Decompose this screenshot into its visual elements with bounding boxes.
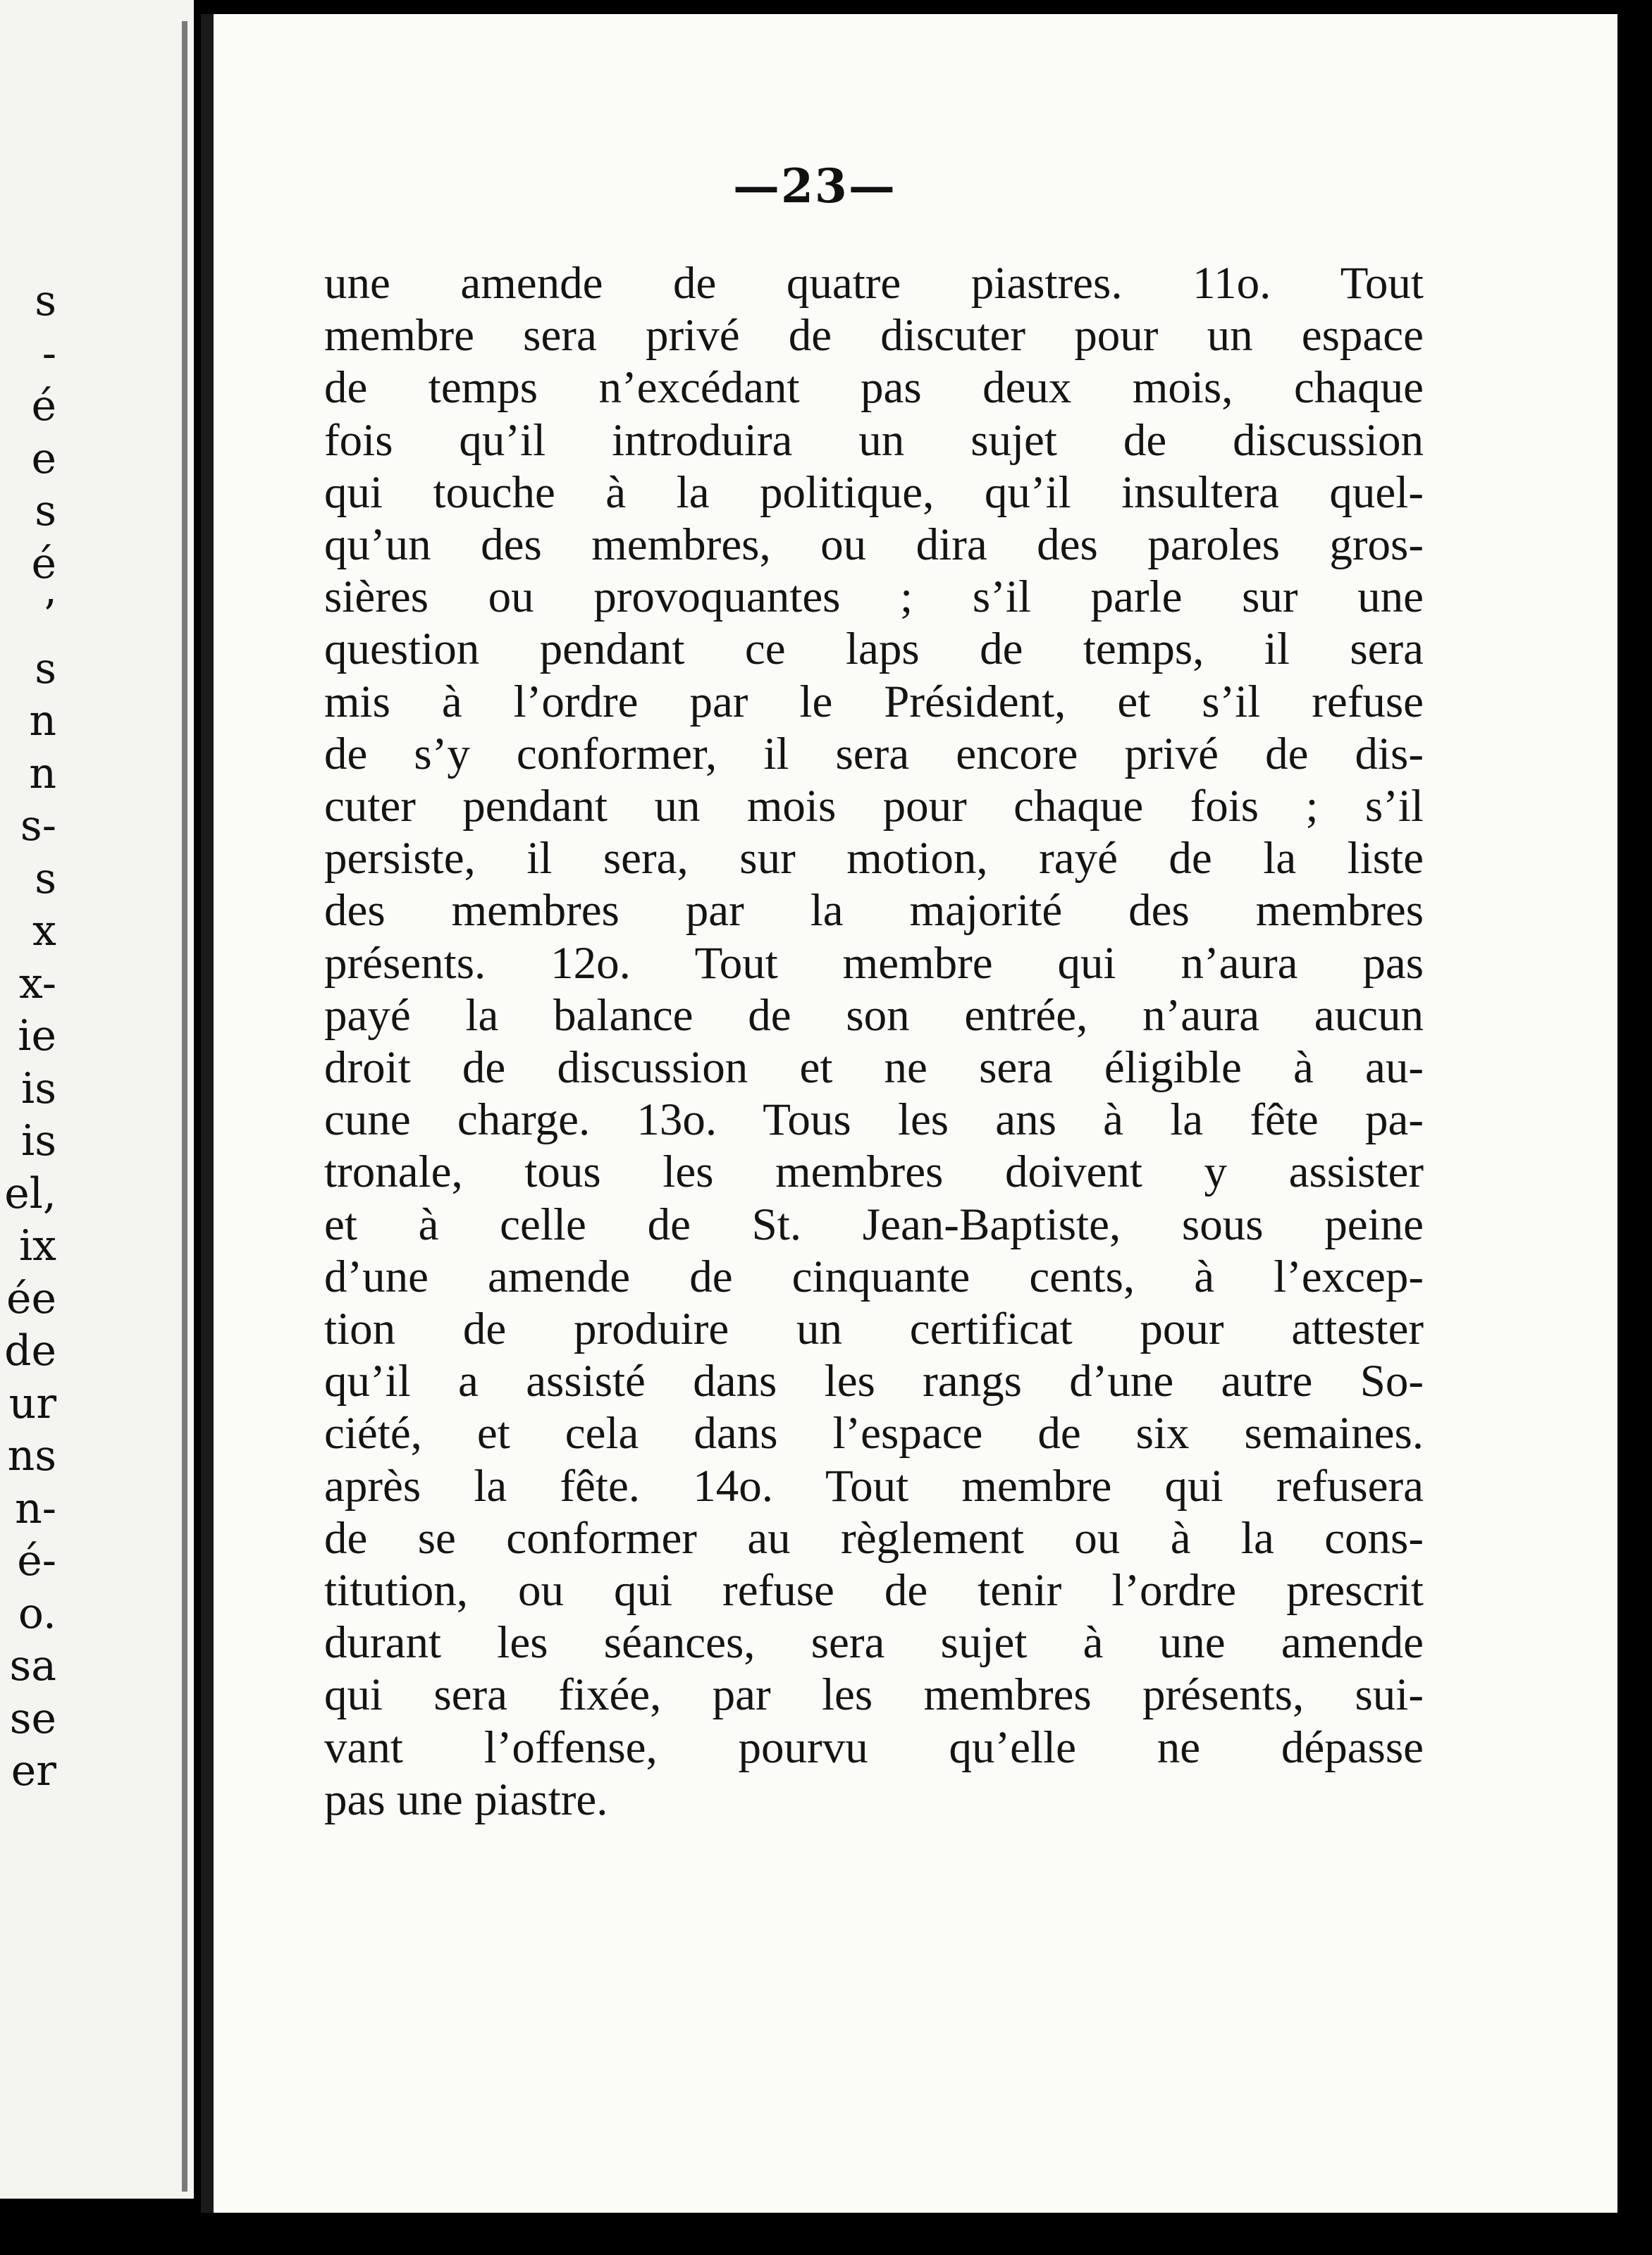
text-line: tion de produire un certificat pour attester <box>324 1304 1424 1355</box>
left-page <box>0 0 194 2199</box>
page-number: —23— <box>733 159 896 214</box>
left-page-fragment: ns <box>7 1431 56 1481</box>
left-page-fragment: er <box>11 1746 56 1796</box>
body-text <box>324 257 1424 1826</box>
left-page-fragment: é- <box>17 1536 56 1586</box>
left-page-fragment: s <box>35 853 56 903</box>
text-line: mis à l’ordre par le Président, et s’il refuse <box>324 676 1424 727</box>
text-line: sières ou provoquantes ; s’il parle sur une <box>324 572 1424 623</box>
left-page-fragment: ie <box>18 1011 56 1061</box>
text-line: et à celle de St. Jean-Baptiste, sous peine <box>324 1199 1424 1250</box>
left-page-fragment: e <box>31 433 56 483</box>
left-page-fragment: ’ <box>42 591 56 641</box>
text-line: ciété, et cela dans l’espace de six semaines. <box>324 1408 1424 1459</box>
text-line: fois qu’il introduira un sujet de discussion <box>324 414 1424 466</box>
left-page-fragment: x <box>32 906 56 956</box>
text-line: persiste, il sera, sur motion, rayé de la liste <box>324 833 1424 884</box>
text-line: présents. 12o. Tout membre qui n’aura pas <box>324 937 1424 989</box>
left-page-fragment: s <box>35 643 56 693</box>
left-page-fragment: é <box>31 538 56 588</box>
text-line: de s’y conformer, il sera encore privé de dis- <box>324 728 1424 779</box>
text-line: qui sera fixée, par les membres présents, sui- <box>324 1669 1424 1721</box>
left-page-fragment: x- <box>18 958 56 1008</box>
left-page-fragment: is <box>21 1063 56 1113</box>
text-line: de se conformer au règlement ou à la cons- <box>324 1512 1424 1564</box>
left-page-fragment: sa <box>9 1641 56 1691</box>
text-line: durant les séances, sera sujet à une amende <box>324 1617 1424 1669</box>
left-page-fragment: se <box>9 1693 56 1743</box>
left-page-fragment: n- <box>15 1483 56 1533</box>
text-line: une amende de quatre piastres. 11o. Tout <box>324 258 1424 309</box>
text-line: vant l’offense, pourvu qu’elle ne dépasse <box>324 1722 1424 1773</box>
binding-fold <box>182 21 187 2192</box>
left-page-fragment: ée <box>6 1273 56 1323</box>
text-line: de temps n’excédant pas deux mois, chaque <box>324 362 1424 414</box>
left-page-fragment: - <box>42 328 56 378</box>
left-page-fragment: n <box>29 696 56 746</box>
text-line: payé la balance de son entrée, n’aura aucun <box>324 989 1424 1041</box>
text-line: qu’un des membres, ou dira des paroles gros- <box>324 519 1424 571</box>
text-line: qu’il a assisté dans les rangs d’une autre So- <box>324 1356 1424 1407</box>
text-line: cuter pendant un mois pour chaque fois ; s’il <box>324 781 1424 832</box>
left-page-fragment: o. <box>18 1588 56 1638</box>
left-page-fragment: de <box>4 1326 56 1376</box>
left-page-fragment: el, <box>4 1168 56 1218</box>
text-line: après la fête. 14o. Tout membre qui refusera <box>324 1460 1424 1512</box>
left-page-fragment: ix <box>18 1221 56 1271</box>
text-line: cune charge. 13o. Tous les ans à la fête pa- <box>324 1094 1424 1146</box>
left-page-fragment: n <box>29 748 56 798</box>
text-line: d’une amende de cinquante cents, à l’excep- <box>324 1251 1424 1302</box>
left-page-fragment: is <box>21 1116 56 1166</box>
text-line: question pendant ce laps de temps, il sera <box>324 624 1424 675</box>
text-line: tronale, tous les membres doivent y assister <box>324 1147 1424 1198</box>
text-line: membre sera privé de discuter pour un espace <box>324 310 1424 362</box>
text-line: des membres par la majorité des membres <box>324 885 1424 937</box>
text-line: titution, ou qui refuse de tenir l’ordre prescrit <box>324 1565 1424 1617</box>
left-page-text-fragments <box>0 275 56 1798</box>
left-page-fragment: s <box>35 276 56 326</box>
text-line: pas une piastre. <box>324 1774 608 1825</box>
text-line: droit de discussion et ne sera éligible à au- <box>324 1042 1424 1094</box>
left-page-fragment: é <box>31 381 56 431</box>
left-page-fragment: s- <box>20 801 56 851</box>
left-page-fragment: s <box>35 486 56 536</box>
left-page-fragment: ur <box>8 1378 56 1428</box>
text-line: qui touche à la politique, qu’il insultera quel- <box>324 467 1424 518</box>
